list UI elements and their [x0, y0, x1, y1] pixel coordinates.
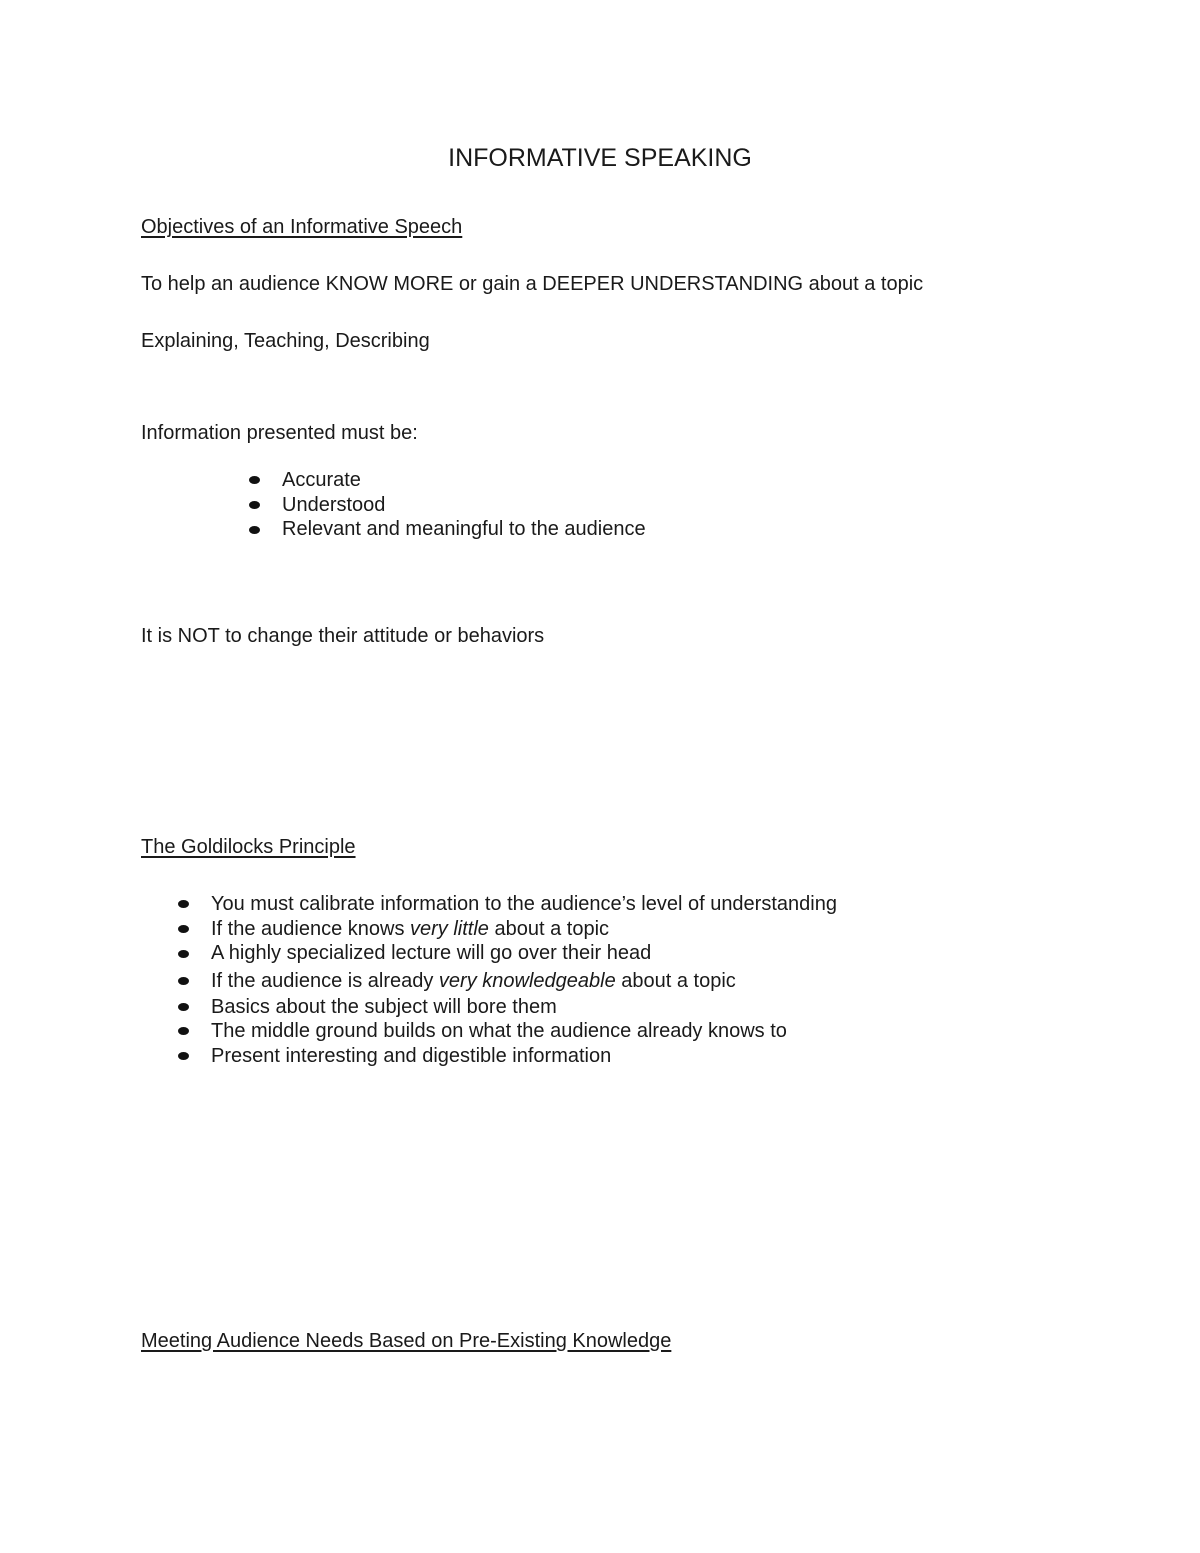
list-item: If the audience is already very knowledgeable about a topic: [211, 970, 736, 992]
list-item: Accurate: [282, 469, 361, 491]
bullet-icon: [178, 1003, 189, 1011]
list-item: Understood: [282, 494, 386, 516]
bullet-icon: [178, 1027, 189, 1035]
bullet-icon: [249, 476, 260, 484]
criteria-intro: Information presented must be:: [141, 422, 418, 444]
not-goal-text: It is NOT to change their attitude or behaviors: [141, 625, 545, 647]
list-item: If the audience knows very little about a topic: [211, 918, 610, 940]
purpose-text: To help an audience KNOW MORE or gain a DEEPER UNDERSTANDING about a topic: [141, 273, 924, 295]
section-heading-goldilocks: The Goldilocks Principle: [141, 836, 356, 858]
list-item: Present interesting and digestible information: [211, 1045, 612, 1067]
bullet-icon: [178, 925, 189, 933]
list-item: The middle ground builds on what the audience already knows to: [211, 1020, 787, 1042]
bullet-icon: [178, 950, 189, 958]
list-item: You must calibrate information to the audience’s level of understanding: [211, 893, 837, 915]
list-item: Basics about the subject will bore them: [211, 996, 557, 1018]
page-title: INFORMATIVE SPEAKING: [448, 144, 752, 172]
bullet-icon: [178, 1052, 189, 1060]
bullet-icon: [249, 501, 260, 509]
list-item: Relevant and meaningful to the audience: [282, 518, 646, 540]
methods-text: Explaining, Teaching, Describing: [141, 330, 430, 352]
bullet-icon: [178, 900, 189, 908]
section-heading-objectives: Objectives of an Informative Speech: [141, 216, 463, 238]
bullet-icon: [178, 977, 189, 985]
list-item: A highly specialized lecture will go over their head: [211, 942, 652, 964]
section-heading-audience-needs: Meeting Audience Needs Based on Pre-Existing Knowledge: [141, 1330, 672, 1352]
bullet-icon: [249, 526, 260, 534]
